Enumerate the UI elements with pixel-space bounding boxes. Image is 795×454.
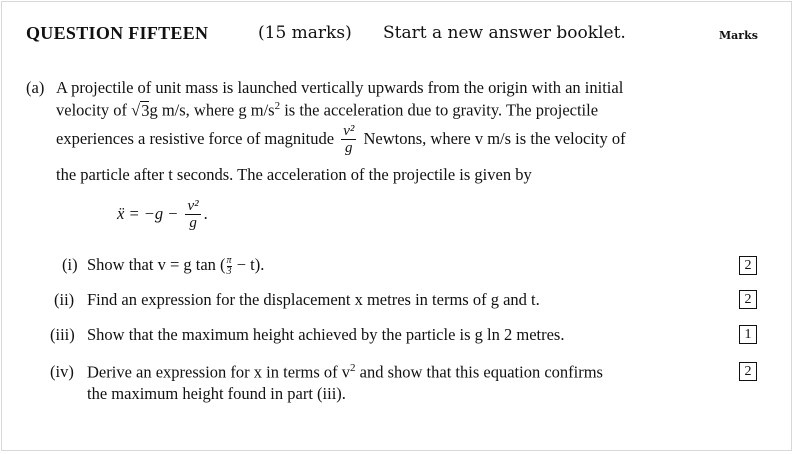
part-a-line-2: velocity of √3g m/s, where g $m/s^2$ is the acceleration due to gravity. The projectile	[56, 100, 599, 120]
pi-over-3-fraction	[227, 256, 232, 277]
part-a-line-3	[56, 124, 626, 157]
line3-text-a: experiences a resistive force of magnitude	[56, 129, 335, 149]
question-marks: (15 marks)	[258, 23, 352, 43]
line3-text-b: Newtons, where v m/s is the velocity of	[363, 129, 626, 149]
acceleration-equation	[117, 199, 208, 232]
subpart-ii-text: Find an expression for the displacement x metres in terms of g and t.	[87, 290, 540, 309]
resistive-frac-num: v²	[343, 123, 355, 139]
subpart-ii-label: (ii)	[54, 290, 75, 309]
subpart-iv-label: (iv)	[50, 362, 74, 381]
subpart-i-label: (i)	[62, 255, 78, 274]
subpart-iii-label: (iii)	[50, 325, 75, 344]
part-a-line-1: A projectile of unit mass is launched vertically upwards from the origin with an initial	[56, 78, 624, 97]
eq-frac-num: v²	[187, 198, 199, 214]
question-instruction: Start a new answer booklet.	[383, 23, 626, 43]
subpart-iv-text-b: and show that this equation confirms	[355, 362, 603, 382]
pi-frac-den: 3	[226, 265, 232, 277]
subpart-iv-text-line-2: the maximum height found in part (iii).	[87, 384, 346, 403]
subpart-iv-sup: 2	[350, 362, 356, 374]
subpart-i-text	[87, 255, 264, 277]
line2-text-c: is the acceleration due to gravity. The projectile	[280, 100, 599, 120]
subpart-i-text-b: − t).	[232, 255, 265, 274]
part-a-line-4: the particle after t seconds. The acceleration of the projectile is given by	[56, 165, 532, 184]
marks-column-header: Marks	[719, 29, 758, 42]
sqrt-value: 3	[141, 100, 150, 120]
pi-frac-num: π	[226, 254, 232, 266]
subpart-iv-marks: 2	[739, 362, 757, 381]
part-a-label: (a)	[26, 78, 45, 97]
eq-fraction	[185, 199, 200, 232]
subpart-i-text-a: Show that v = g tan (	[87, 255, 226, 274]
subpart-iii-marks: 1	[739, 325, 757, 344]
subpart-ii-marks: 2	[739, 290, 757, 309]
eq-lhs: ẍ = −g −	[117, 204, 179, 224]
subpart-i-marks: 2	[739, 256, 757, 275]
line2-text-a: velocity of	[56, 100, 128, 120]
line2-text-b: g m/s, where g m/s	[149, 100, 275, 120]
resistive-fraction	[341, 124, 356, 157]
resistive-frac-den: g	[345, 140, 353, 156]
eq-frac-den: g	[189, 215, 197, 231]
eq-end: .	[203, 204, 208, 224]
subpart-iv-text-a: Derive an expression for x in terms of v	[87, 362, 351, 382]
line2-sup: 2	[274, 100, 281, 112]
subpart-iii-text: Show that the maximum height achieved by the particle is g ln 2 metres.	[87, 325, 565, 344]
subpart-iv-text-line-1	[87, 362, 603, 383]
question-title: QUESTION FIFTEEN	[26, 23, 209, 43]
